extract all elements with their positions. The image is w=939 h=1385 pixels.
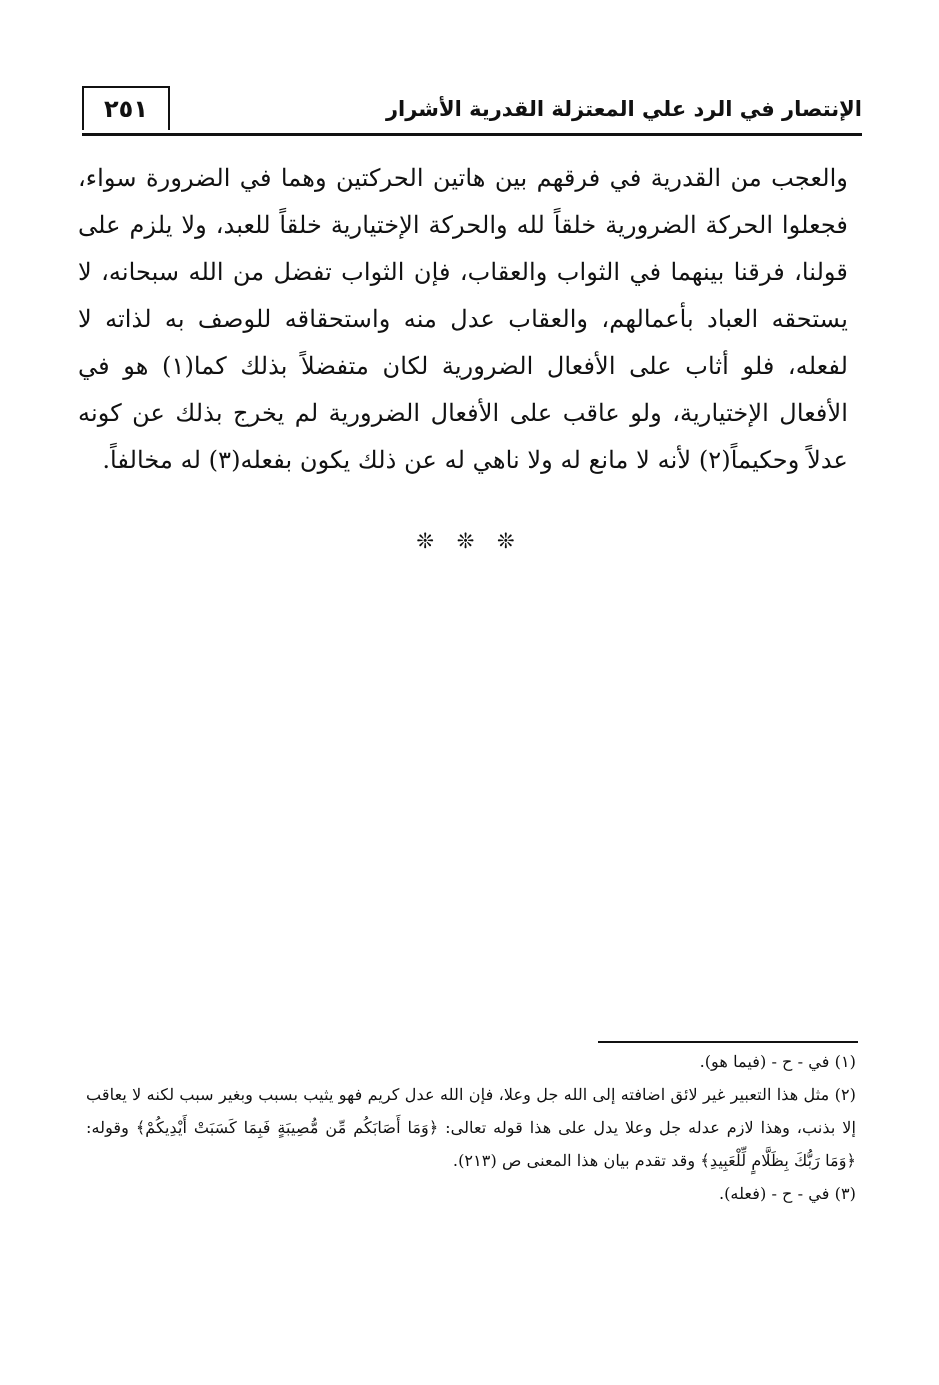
footnote-3: (٣) في - ح - (فعله). — [718, 1184, 856, 1203]
body-paragraph: والعجب من القدرية في فرقهم بين هاتين الحركتين وهما في الضرورة سواء، فجعلوا الحركة الضرورية خلقاً لله والحركة الإختيارية خلقاً للعبد، ولا يلزم على قولنا، فرقنا بينهما في الثواب والعقاب، فإن الثواب تفضل من الله سبحانه، لا يستحقه العباد بأعمالهم، والعقاب عدل منه واستحقاقه للوصف به لذاته لا لفعله، فلو أثاب على الأفعال الضرورية لكان متفضلاً بذلك كما(١) هو في الأفعال الإختيارية، ولو عاقب على الأفعال الضرورية لم يخرج بذلك عن كونه عدلاً وحكيماً(٢) لأنه لا مانع له ولا ناهي له عن ذلك يكون بفعله(٣) له مخالفاً. — [78, 164, 848, 474]
footnote-1: (١) في - ح - (فيما هو). — [699, 1052, 856, 1071]
running-title: الإنتصار في الرد علي المعتزلة القدرية الأشرار — [385, 97, 862, 121]
header-rule — [82, 133, 862, 136]
footnote-2: (٢) مثل هذا التعبير غير لائق اضافته إلى الله جل وعلا، فإن الله عدل كريم فهو يثيب بسبب وبغير سبب لكنه لا يعاقب إلا بذنب، وهذا لازم عدله جل وعلا يدل على هذا قوله تعالى: ﴿وَمَا أَصَابَكُم مِّن مُّصِيبَةٍ فَبِمَا كَسَبَتْ أَيْدِيكُمْ﴾ وقوله: ﴿وَمَا رَبُّكَ بِظَلَّامٍ لِّلْعَبِيدِ﴾ وقد تقدم بيان هذا المعنى ص (٢١٣). — [86, 1085, 856, 1170]
footnotes — [86, 1045, 856, 1295]
page-number: ٢٥١ — [82, 86, 170, 130]
page-header — [82, 86, 862, 136]
footnote-rule — [598, 1041, 858, 1043]
section-separator: ❊ ❊ ❊ — [416, 529, 523, 553]
